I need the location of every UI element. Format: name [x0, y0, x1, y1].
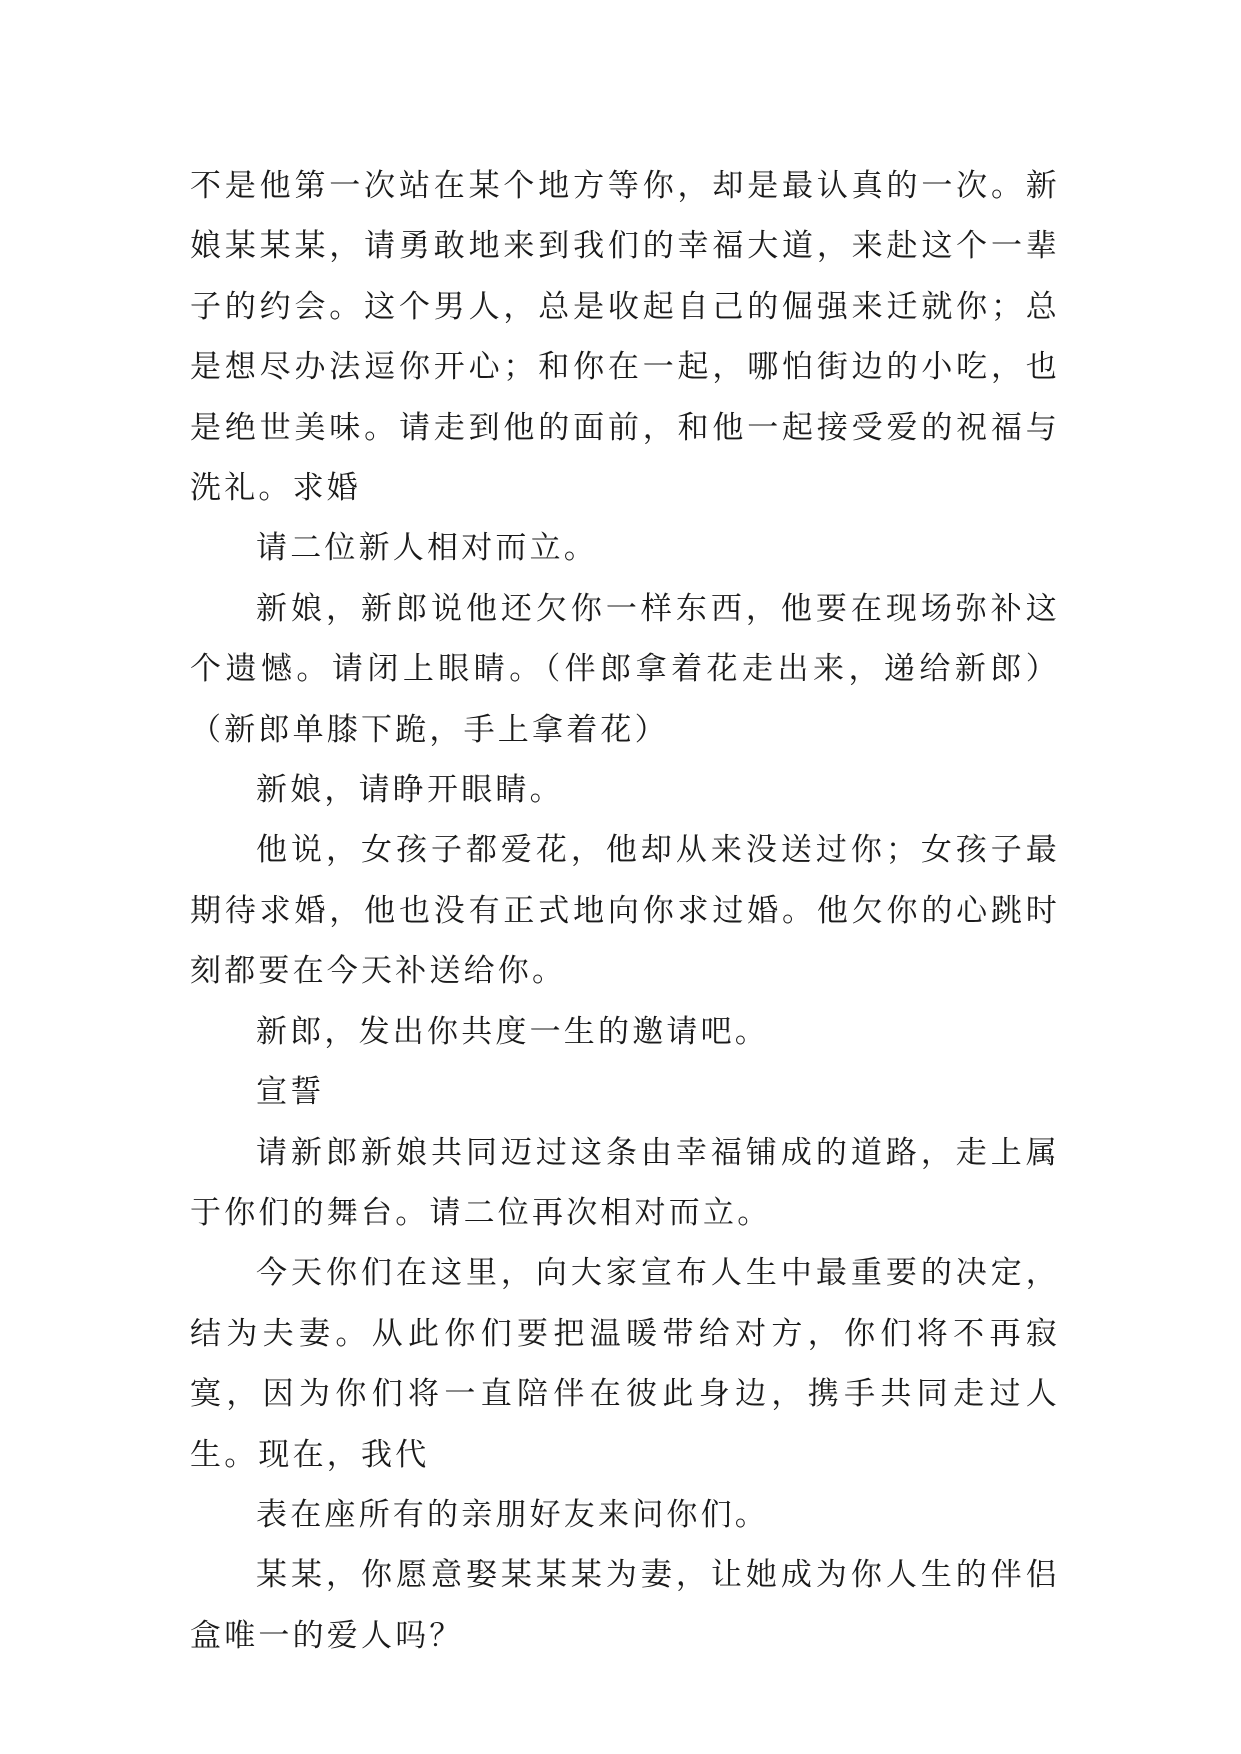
- paragraph: 新娘，请睁开眼睛。: [256, 772, 564, 809]
- paragraph: 请新郎新娘共同迈过这条由幸福铺成的道路，走上属于你们的舞台。请二位再次相对而立。: [190, 1134, 1060, 1231]
- paragraph: 表在座所有的亲朋好友来问你们。: [256, 1496, 769, 1533]
- paragraph: 新郎，发出你共度一生的邀请吧。: [256, 1013, 769, 1050]
- paragraph-heading: 宣誓: [256, 1074, 325, 1111]
- paragraph: 请二位新人相对而立。: [256, 530, 598, 567]
- paragraph: 今天你们在这里，向大家宣布人生中最重要的决定，结为夫妻。从此你们要把温暖带给对方，你们将不再寂寞，因为你们将一直陪伴在彼此身边，携手共同走过人生。现在，我代: [190, 1255, 1060, 1473]
- paragraph: 不是他第一次站在某个地方等你，却是最认真的一次。新娘某某某，请勇敢地来到我们的幸福大道，来赴这个一辈子的约会。这个男人，总是收起自己的倔强来迁就你；总是想尽办法逗你开心；和你在一起，哪怕街边的小吃，也是绝世美味。请走到他的面前，和他一起接受爱的祝福与洗礼。求婚: [190, 168, 1060, 507]
- paragraph: 某某，你愿意娶某某某为妻，让她成为你人生的伴侣盒唯一的爱人吗？: [190, 1557, 1060, 1654]
- paragraph: 新娘，新郎说他还欠你一样东西，他要在现场弥补这个遗憾。请闭上眼睛。（伴郎拿着花走出来，递给新郎）（新郎单膝下跪，手上拿着花）: [190, 590, 1060, 748]
- paragraph: 他说，女孩子都爱花，他却从来没送过你；女孩子最期待求婚，他也没有正式地向你求过婚。他欠你的心跳时刻都要在今天补送给你。: [190, 832, 1060, 990]
- document-body: [190, 156, 1060, 1666]
